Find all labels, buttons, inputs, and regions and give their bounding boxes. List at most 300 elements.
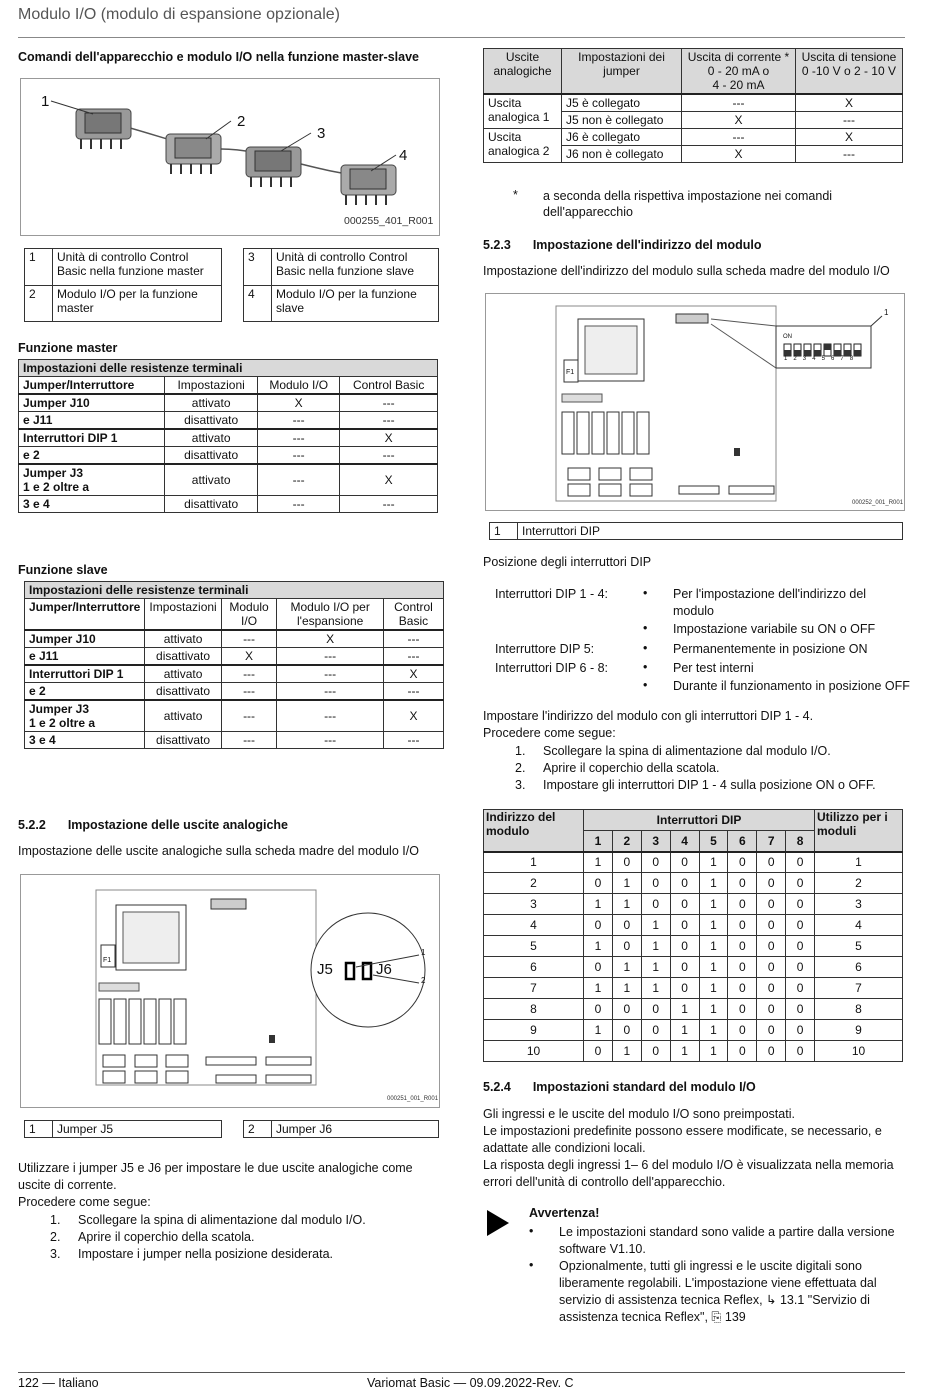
table-cell: 1 [699, 852, 728, 873]
dip-col: 5 [699, 831, 728, 852]
table-cell: 0 [786, 1020, 815, 1041]
table-cell: 7 [484, 978, 584, 999]
dip-item: Permanentemente in posizione ON [673, 642, 868, 656]
table-cell: 1 [670, 1041, 699, 1062]
table-cell: --- [277, 683, 384, 701]
col-header: Impostazioni [145, 599, 221, 631]
table-cell: --- [340, 412, 438, 430]
col-header: Interruttori DIP [584, 810, 815, 831]
legend-num: 2 [25, 285, 53, 322]
table-cell: --- [383, 648, 443, 666]
section-522-body [18, 1160, 438, 1211]
table-cell: disattivato [145, 732, 221, 749]
analog-outputs-figure [20, 874, 440, 1108]
table-row [484, 873, 903, 894]
table-cell: 0 [786, 999, 815, 1020]
table-cell: 1 [699, 894, 728, 915]
callout-1: 1 [884, 308, 889, 317]
paragraph: Utilizzare i jumper J5 e J6 per impostare le due uscite analogiche come uscite di corrente. [18, 1161, 413, 1192]
table-cell: --- [340, 447, 438, 465]
table-row [484, 999, 903, 1020]
table-cell: 3 e 4 [25, 732, 145, 749]
legend-table-left [24, 248, 222, 322]
table-cell: 0 [641, 894, 670, 915]
table-cell: --- [383, 683, 443, 701]
table-cell: 1 [670, 999, 699, 1020]
callout-2: 2 [421, 976, 426, 985]
table-cell: 5 [484, 936, 584, 957]
dip-col: 7 [757, 831, 786, 852]
col-header: Modulo I/O [258, 377, 340, 395]
table-cell: 0 [584, 999, 613, 1020]
control-unit-1 [76, 109, 131, 149]
table-cell: 0 [757, 915, 786, 936]
table-cell: 0 [728, 978, 757, 999]
col-header: Control Basic [340, 377, 438, 395]
table-cell: X [383, 700, 443, 732]
table-cell: 1 [584, 1020, 613, 1041]
table-cell: 3 e 4 [19, 496, 165, 513]
legend-table-right [243, 248, 439, 322]
table-cell: 1 [641, 957, 670, 978]
bullet: • [643, 660, 648, 674]
table-cell: 0 [612, 852, 641, 873]
table-cell: 1 [699, 999, 728, 1020]
slave-heading: Funzione slave [18, 563, 108, 577]
table-cell: e 2 [25, 683, 145, 701]
master-slave-illustration [21, 79, 439, 235]
table-cell: 0 [757, 957, 786, 978]
table-cell: --- [277, 700, 384, 732]
table-cell: Jumper J10 [19, 394, 165, 412]
callout-1: 1 [421, 948, 426, 957]
master-table [18, 359, 438, 513]
table-cell: Interruttori DIP 1 [19, 429, 165, 447]
table-cell: --- [682, 94, 796, 112]
table-cell: Jumper J10 [25, 630, 145, 648]
legend-num: 1 [25, 1121, 53, 1138]
dip-col: 1 [584, 831, 613, 852]
dip-col: 4 [670, 831, 699, 852]
step-item: 2. Aprire il coperchio della scatola. [515, 761, 720, 775]
table-row [484, 957, 903, 978]
col-header: Modulo I/O [221, 599, 277, 631]
table-cell: 0 [786, 978, 815, 999]
footnote-mark: * [513, 188, 518, 202]
dip-col: 2 [612, 831, 641, 852]
table-row [484, 936, 903, 957]
table-cell: X [258, 394, 340, 412]
table-cell: 0 [757, 894, 786, 915]
j5-label: J5 [317, 961, 333, 978]
paragraph: Procedere come segue: [483, 726, 616, 740]
table-cell: 0 [757, 936, 786, 957]
table-cell: 0 [728, 1020, 757, 1041]
table-cell: --- [221, 683, 277, 701]
table-cell: X [340, 429, 438, 447]
table-cell: --- [258, 447, 340, 465]
figure-code: 000252_001_R001 [852, 500, 904, 506]
dip-label-6-8: Interruttori DIP 6 - 8: [495, 661, 609, 675]
table-cell: 0 [757, 873, 786, 894]
table-cell: 1 [612, 894, 641, 915]
table-cell: attivato [145, 665, 221, 683]
table-cell: 0 [670, 915, 699, 936]
table-cell: 0 [670, 852, 699, 873]
table-cell: attivato [145, 630, 221, 648]
table-cell: --- [258, 496, 340, 513]
table-row [484, 1041, 903, 1062]
table-cell: attivato [165, 429, 258, 447]
table-cell: 0 [612, 1020, 641, 1041]
dip-item: Impostazione variabile su ON o OFF [673, 622, 876, 636]
table-cell: 0 [584, 1041, 613, 1062]
note-arrow-icon [485, 1208, 511, 1241]
section-524-body [483, 1106, 903, 1191]
table-cell: attivato [165, 394, 258, 412]
table-cell: 0 [584, 957, 613, 978]
j6-label: J6 [376, 961, 392, 978]
table-cell: 0 [670, 978, 699, 999]
table-cell: 6 [815, 957, 903, 978]
table-cell: 0 [757, 999, 786, 1020]
table-cell: 5 [815, 936, 903, 957]
table-cell: 2 [484, 873, 584, 894]
legend-num: 1 [490, 523, 518, 540]
address-figure [485, 293, 905, 511]
table-row [484, 894, 903, 915]
dip-col: 8 [786, 831, 815, 852]
section-523-steps [483, 743, 903, 794]
note-title: Avvertenza! [529, 1206, 600, 1220]
note-item: Le impostazioni standard sono valide a partire dalla versione software V1.10. [559, 1225, 895, 1256]
table-cell: 1 [641, 936, 670, 957]
table-cell: --- [221, 732, 277, 749]
footer-divider [18, 1372, 905, 1373]
col-header: Utilizzo per i moduli [815, 810, 903, 852]
table-cell: 4 [484, 915, 584, 936]
col-header: Jumper/Interruttore [19, 377, 165, 395]
section-title: Impostazione dell'indirizzo del modulo [532, 238, 762, 252]
callout-4: 4 [399, 147, 408, 164]
table-caption: Impostazioni delle resistenze terminali [25, 582, 444, 599]
callout-3: 3 [317, 125, 326, 142]
dip-table-body [484, 852, 903, 1062]
table-cell: --- [682, 129, 796, 146]
table-cell: 1 [699, 873, 728, 894]
table-cell: 0 [786, 957, 815, 978]
table-cell: attivato [165, 464, 258, 496]
section-522-heading [18, 818, 288, 832]
legend-num: 1 [25, 249, 53, 286]
paragraph: Impostare l'indirizzo del modulo con gli interruttori DIP 1 - 4. [483, 709, 814, 723]
col-header: Modulo I/O per l'espansione [277, 599, 384, 631]
table-cell: X [795, 94, 902, 112]
table-cell: --- [277, 665, 384, 683]
table-cell: 0 [757, 978, 786, 999]
io-module-4 [341, 165, 396, 205]
master-heading: Funzione master [18, 341, 118, 355]
dip-numbers: 1 2 3 4 5 6 7 8 [784, 356, 856, 362]
table-cell: disattivato [145, 648, 221, 666]
table-cell: 3 [815, 894, 903, 915]
table-cell: 0 [641, 999, 670, 1020]
f1-label: F1 [103, 957, 112, 964]
table-cell: 0 [757, 1041, 786, 1062]
step-item: 2. Aprire il coperchio della scatola. [50, 1230, 255, 1244]
table-cell: 1 [484, 852, 584, 873]
table-cell: 0 [728, 957, 757, 978]
section-number: 5.2.4 [483, 1080, 511, 1094]
table-cell: 0 [670, 936, 699, 957]
table-cell: 9 [484, 1020, 584, 1041]
legend-dip [489, 522, 903, 540]
step-item: 1. Scollegare la spina di alimentazione dal modulo I/O. [515, 744, 831, 758]
table-cell: 8 [484, 999, 584, 1020]
paragraph: Le impostazioni predefinite possono essere modificate, se necessario, e adattate alle condizioni locali. [483, 1124, 882, 1155]
table-row [484, 915, 903, 936]
step-item: 3. Impostare gli interruttori DIP 1 - 4 sulla posizione ON o OFF. [515, 778, 876, 792]
table-cell: 0 [641, 852, 670, 873]
legend-num: 3 [244, 249, 272, 286]
figure-code: 000251_001_R001 [387, 1096, 439, 1102]
footer-doc: Variomat Basic — 09.09.2022-Rev. C [367, 1376, 574, 1390]
table-cell: 0 [728, 894, 757, 915]
table-cell: Jumper J3 1 e 2 oltre a [25, 700, 145, 732]
table-cell: J6 è collegato [562, 129, 682, 146]
table-cell: e J11 [25, 648, 145, 666]
table-cell: 1 [612, 873, 641, 894]
table-cell: 1 [699, 1020, 728, 1041]
section-523-intro: Impostazione dell'indirizzo del modulo sulla scheda madre del modulo I/O [483, 264, 890, 278]
table-cell: disattivato [165, 496, 258, 513]
table-cell: attivato [145, 700, 221, 732]
col-header: Indirizzo del modulo [484, 810, 584, 852]
table-cell: 0 [728, 936, 757, 957]
table-cell: 0 [757, 852, 786, 873]
table-cell: 0 [612, 936, 641, 957]
col-header: Control Basic [383, 599, 443, 631]
table-cell: 1 [584, 978, 613, 999]
table-cell: 1 [699, 957, 728, 978]
table-cell: 0 [728, 873, 757, 894]
table-cell: --- [221, 700, 277, 732]
step-item: 1. Scollegare la spina di alimentazione dal modulo I/O. [50, 1213, 366, 1227]
table-cell: --- [383, 732, 443, 749]
table-cell: 10 [815, 1041, 903, 1062]
table-cell: 0 [786, 915, 815, 936]
table-cell: J5 è collegato [562, 94, 682, 112]
table-cell: e 2 [19, 447, 165, 465]
table-cell: 1 [612, 957, 641, 978]
table-cell: 0 [728, 915, 757, 936]
table-cell: 0 [728, 852, 757, 873]
mainboard-dip-illustration [486, 294, 904, 510]
section-523-heading [483, 238, 762, 252]
table-cell: 0 [728, 999, 757, 1020]
on-label: ON [783, 334, 792, 340]
table-cell: 0 [584, 915, 613, 936]
control-unit-3 [246, 147, 301, 187]
bullet: • [643, 586, 648, 600]
table-cell: X [340, 464, 438, 496]
table-cell: 0 [670, 957, 699, 978]
table-cell: 3 [484, 894, 584, 915]
table-cell: 0 [612, 915, 641, 936]
header-divider [18, 37, 905, 38]
io-module-2 [166, 134, 221, 174]
table-cell: 0 [641, 1041, 670, 1062]
figure-code: 000255_401_R001 [344, 215, 434, 227]
dip-label-1-4: Interruttori DIP 1 - 4: [495, 587, 609, 601]
table-cell: --- [258, 464, 340, 496]
table-cell: --- [277, 732, 384, 749]
col-header: Jumper/Interruttore [25, 599, 145, 631]
master-slave-heading: Comandi dell'apparecchio e modulo I/O nella funzione master-slave [18, 50, 419, 64]
table-cell: --- [258, 429, 340, 447]
section-522-intro: Impostazione delle uscite analogiche sulla scheda madre del modulo I/O [18, 844, 419, 858]
table-cell: 6 [484, 957, 584, 978]
table-cell: 1 [699, 978, 728, 999]
callout-2: 2 [237, 113, 246, 130]
table-row [484, 1020, 903, 1041]
table-cell: --- [795, 146, 902, 163]
paragraph: La risposta degli ingressi 1– 6 del modulo I/O è visualizzata nella memoria errori dell'unità di controllo dell'apparecchio. [483, 1158, 894, 1189]
bullet: • [643, 621, 648, 635]
table-cell: --- [340, 394, 438, 412]
dip-col: 3 [641, 831, 670, 852]
table-cell: 8 [815, 999, 903, 1020]
table-cell: 2 [815, 873, 903, 894]
table-cell: --- [795, 112, 902, 129]
bullet: • [529, 1224, 534, 1238]
bullet: • [529, 1258, 534, 1272]
table-cell: 1 [699, 915, 728, 936]
table-cell: X [795, 129, 902, 146]
table-cell: X [682, 146, 796, 163]
table-row [484, 978, 903, 999]
table-cell: 4 [815, 915, 903, 936]
table-cell: 10 [484, 1041, 584, 1062]
legend-text: Jumper J5 [53, 1121, 222, 1138]
table-caption: Impostazioni delle resistenze terminali [19, 360, 438, 377]
legend-num: 2 [244, 1121, 272, 1138]
table-cell: X [682, 112, 796, 129]
col-header: Impostazioni [165, 377, 258, 395]
table-cell: 0 [757, 1020, 786, 1041]
table-cell: 0 [584, 873, 613, 894]
section-title: Impostazioni standard del modulo I/O [532, 1080, 756, 1094]
table-cell: 0 [786, 873, 815, 894]
col-header: Uscita di tensione 0 -10 V o 2 - 10 V [795, 49, 902, 95]
row-group-label: Uscita analogica 2 [484, 129, 562, 163]
table-cell: J6 non è collegato [562, 146, 682, 163]
table-cell: 1 [584, 936, 613, 957]
col-header: Impostazioni dei jumper [562, 49, 682, 95]
table-cell: disattivato [165, 447, 258, 465]
page-header-title: Modulo I/O (modulo di espansione opzionale) [18, 6, 340, 23]
table-cell: --- [221, 630, 277, 648]
table-cell: disattivato [165, 412, 258, 430]
table-cell: 0 [728, 1041, 757, 1062]
table-cell: 1 [670, 1020, 699, 1041]
section-523-body [483, 708, 903, 742]
table-cell: 1 [612, 978, 641, 999]
dip-address-table [483, 809, 903, 1062]
table-cell: 0 [641, 1020, 670, 1041]
row-group-label: Uscita analogica 1 [484, 94, 562, 129]
table-cell: 0 [786, 852, 815, 873]
table-cell: --- [383, 630, 443, 648]
table-cell: --- [340, 496, 438, 513]
table-cell: 0 [641, 873, 670, 894]
table-cell: --- [258, 412, 340, 430]
table-cell: e J11 [19, 412, 165, 430]
legend-j5 [24, 1120, 222, 1138]
table-cell: 1 [641, 915, 670, 936]
table-cell: 0 [612, 999, 641, 1020]
dip-col: 6 [728, 831, 757, 852]
legend-text: Modulo I/O per la funzione master [53, 285, 222, 322]
dip-item: Per l'impostazione dell'indirizzo del modulo [673, 587, 867, 618]
table-cell: 0 [670, 873, 699, 894]
table-cell: 1 [584, 852, 613, 873]
table-cell: 0 [670, 894, 699, 915]
dip-label-5: Interruttore DIP 5: [495, 642, 595, 656]
note-item: Opzionalmente, tutti gli ingressi e le uscite digitali sono liberamente regolabili. L'impostazione viene effettuata dal servizio di assistenza tecnica Reflex, ↳ 13.1 "Servizio di assistenza tecnica Reflex", ⎘ 139 [559, 1259, 877, 1324]
legend-text: Unità di controllo Control Basic nella funzione slave [272, 249, 439, 286]
legend-j6 [243, 1120, 439, 1138]
table-cell: J5 non è collegato [562, 112, 682, 129]
table-cell: 9 [815, 1020, 903, 1041]
section-524-heading [483, 1080, 756, 1094]
table-cell: X [277, 630, 384, 648]
col-header: Uscite analogiche [484, 49, 562, 95]
table-cell: X [383, 665, 443, 683]
table-cell: 0 [786, 1041, 815, 1062]
table-cell: Interruttori DIP 1 [25, 665, 145, 683]
section-522-steps [18, 1212, 438, 1263]
dip-position-heading: Posizione degli interruttori DIP [483, 555, 652, 569]
slave-table [24, 581, 444, 749]
table-cell: 1 [699, 1041, 728, 1062]
analog-outputs-table [483, 48, 903, 163]
mainboard-illustration [21, 875, 439, 1107]
table-cell: --- [221, 665, 277, 683]
legend-text: Jumper J6 [272, 1121, 439, 1138]
table-cell: 1 [641, 978, 670, 999]
col-header: Uscita di corrente * 0 - 20 mA o 4 - 20 mA [682, 49, 796, 95]
f1-label: F1 [566, 369, 575, 376]
table-cell: --- [277, 648, 384, 666]
table-cell: 1 [584, 894, 613, 915]
table-cell: 1 [612, 1041, 641, 1062]
table-row [484, 852, 903, 873]
footnote-text: a seconda della rispettiva impostazione nei comandi dell'apparecchio [543, 189, 833, 219]
paragraph: Gli ingressi e le uscite del modulo I/O sono preimpostati. [483, 1107, 795, 1121]
table-cell: 0 [786, 936, 815, 957]
table-cell: 0 [786, 894, 815, 915]
master-slave-figure [20, 78, 440, 236]
table-cell: X [221, 648, 277, 666]
paragraph: Procedere come segue: [18, 1195, 151, 1209]
table-cell: 7 [815, 978, 903, 999]
callout-1: 1 [41, 93, 50, 110]
table-cell: 1 [815, 852, 903, 873]
bullet: • [643, 641, 648, 655]
step-item: 3. Impostare i jumper nella posizione desiderata. [50, 1247, 333, 1261]
section-number: 5.2.2 [18, 818, 46, 832]
